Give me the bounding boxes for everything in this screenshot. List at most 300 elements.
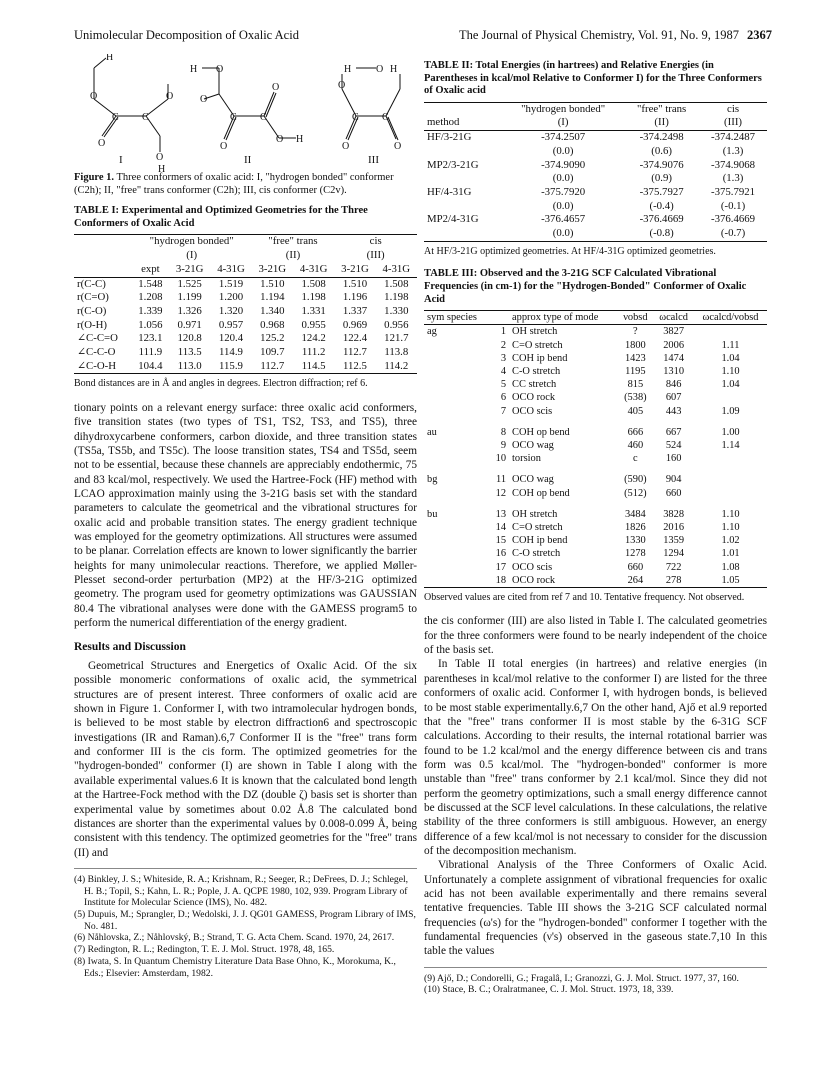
relative-energy-cell: (1.3) [722,144,744,157]
table-cell: 607 [665,392,682,404]
table-cell: 1423 [624,352,646,364]
symmetry-species [424,365,490,378]
table-2 [424,102,767,242]
table-cell: (512) [624,487,647,499]
table-cell: 278 [653,574,694,588]
table-cell: 1474 [663,352,685,364]
svg-text:H: H [158,164,166,174]
table-cell: torsion [512,453,541,465]
table-cell: 3 [500,352,507,364]
t3-header [490,311,509,325]
relative-energy-cell: (0.9) [651,172,672,185]
method-label: MP2/3-21G [427,158,479,171]
reference: (6) Nåhlovska, Z.; Nåhlovský, B.; Strand, T. G. Acta Chem. Scand. 1970, 24, 2617. [74,932,395,944]
left-body-text [74,401,417,860]
table-row [424,352,767,365]
t2-header: "hydrogen bonded" [502,102,624,116]
paragraph: In Table II total energies (in hartrees) and relative energies (in parentheses in kcal/mol relative to the conformer I) are listed for the three conformers of oxalic acid. Conformer I, with hydrogen bonds, is believed to be most stable experimentally.6,7 On the other hand, Ajő et al.9 reported that the "free" trans conformer II is most stable by the 6-31G SCF calculations. According to their results, the internal rotational barrier was found to be 1.2 kcal/mol and the energy difference between cis and trans form was 0.5 kcal/mol. The "hydrogen-bonded" conformer is more unstable than "free" trans conformer by 2.1 kcal/mol. Since they did not perform the geometry optimizations, such a small energy difference cannot be discussed at the SCF level calculations. In these calculations, the relative stability of the three conformers is still ambiguous. However, an energy difference of a few kcal/mol is not necessary to consider for the discussion of the decomposition mechanism. [424,658,767,857]
table-1 [74,234,417,374]
table-cell: 114.5 [293,360,334,374]
energy-cell: -375.7927 [639,186,684,198]
table-cell: 0.957 [218,318,244,331]
symmetry-species [424,547,490,560]
symmetry-species: au [427,426,437,438]
table-cell: COH op bend [512,487,570,499]
table-cell: 115.9 [210,360,251,374]
table-cell: 112.7 [343,346,367,359]
svg-text:H: H [344,64,352,75]
table-cell: 1.508 [301,277,326,290]
table-row [424,500,767,521]
table-cell: 109.7 [260,346,285,359]
t3-header: ωcalcd [653,311,694,325]
table-row [74,332,417,346]
table-cell: COH op bend [512,426,570,438]
table-cell: 3827 [663,326,685,338]
symmetry-species [424,574,490,588]
left-column [74,54,417,979]
table-cell: 1.331 [301,304,326,317]
symmetry-species [424,439,490,452]
energy-cell: -375.7921 [710,186,756,198]
symmetry-species: bu [427,508,438,520]
table-cell: 1.510 [342,277,368,290]
table-cell: 667 [665,426,682,438]
table-cell: 160 [665,453,682,465]
table-cell: 1.10 [721,521,740,533]
parameter-label: ∠C-C=O [77,332,118,345]
table-row [424,186,767,200]
table-cell: 113.5 [177,346,202,359]
table-cell: 1.337 [342,304,368,317]
table-2-footnote: At HF/3-21G optimized geometries. At HF/4-31G optimized geometries. [424,245,716,257]
table-3-caption: TABLE III: Observed and the 3-21G SCF Calculated Vibrational Frequencies (in cm-1) for the "Hydrogen-Bonded" Conformer of Oxalic Acid [424,268,747,305]
t2-sub: (II) [624,116,699,130]
running-header-title: Unimolecular Decomposition of Oxalic Acid [74,28,299,42]
svg-text:O: O [342,141,350,152]
svg-text:O: O [220,141,228,152]
table-cell: C=O stretch [512,339,563,351]
t3-header: approx type of mode [509,311,618,325]
table-row [74,346,417,360]
energy-cell: -374.2487 [710,131,756,144]
table-row [424,534,767,547]
table-cell: COH ip bend [512,352,568,364]
table-cell: 3828 [663,508,685,520]
energy-cell: -374.9090 [541,158,586,171]
t2-sub: (III) [699,116,767,130]
t2-sub: (I) [502,116,624,130]
table-row [424,213,767,227]
energy-cell: -376.4669 [710,213,756,226]
energy-cell: -374.9068 [710,158,756,171]
table-cell: 1.548 [138,277,163,290]
table-row [424,521,767,534]
table-1-footnote: Bond distances are in Å and angles in degrees. Electron diffraction; ref 6. [74,378,368,390]
table-row [74,291,417,305]
t3-header: sym species [424,311,490,325]
blank-cell [424,145,502,159]
svg-text:H: H [106,54,114,63]
table-row [424,378,767,391]
table-row [424,391,767,404]
table-row [424,439,767,452]
symmetry-species: bg [427,474,438,486]
table-cell: 1.08 [721,561,740,573]
table-cell: 660 [627,561,644,573]
references-right [424,967,767,996]
table-cell: 112.7 [252,360,293,374]
table-2-caption: TABLE II: Total Energies (in hartrees) and Relative Energies (in Parentheses in kcal/mol Relative to Conformer I) for the Three Conformers of Oxalic acid [424,60,762,97]
table-cell: 3484 [624,508,646,520]
table-cell: 1.519 [218,277,244,290]
svg-text:O: O [272,82,280,93]
section-heading: Results and Discussion [74,641,186,654]
energy-cell: -374.2507 [541,131,586,144]
svg-text:O: O [216,64,224,75]
table-row [424,172,767,186]
relative-energy-cell: (0.0) [502,227,624,241]
table-cell: OH stretch [512,508,558,520]
table-cell: 15 [495,535,507,547]
table-cell: OCO rock [512,392,556,404]
energy-cell: -374.2498 [639,131,684,144]
table-cell: 13 [495,508,507,520]
table-cell: 1.320 [218,304,244,317]
table-cell: 1.200 [218,291,244,304]
relative-energy-cell: (0.6) [651,144,672,157]
table-cell: 111.9 [138,346,163,359]
reference: (5) Dupuis, M.; Sprangler, D.; Wedolski, J. J. QG01 GAMESS, Program Library of IMS, No. 481. [74,908,416,932]
table-cell: COH ip bend [512,535,568,547]
table-2-body [424,131,767,242]
table-cell: 1.196 [342,291,368,304]
table-row [424,452,767,465]
reference: (9) Ajő, D.; Condorelli, G.; Fragalâ, I.; Granozzi, G. J. Mol. Struct. 1977, 37, 160. [424,972,739,984]
svg-text:O: O [166,91,174,102]
table-cell: 1.09 [721,405,740,417]
table-row [424,547,767,560]
table-cell: 0.969 [342,318,368,331]
t2-header: method [424,116,502,130]
svg-text:H: H [390,64,398,75]
table-row [424,418,767,439]
table-cell: 1.02 [721,535,740,547]
svg-text:O: O [394,141,402,152]
svg-text:C: C [230,112,237,123]
svg-text:O: O [90,91,98,102]
method-label: HF/4-31G [427,186,472,198]
paragraph: Geometrical Structures and Energetics of Oxalic Acid. Of the six possible monomeric conformations of oxalic acid, the symmetrical structures are of present interest. Three conformers of oxalic acid are shown in Figure 1. Conformer I, with two intramolecular hydrogen bonds, is believed to be most stable by electron diffraction6 and spectroscopic investigations (IR and Raman).6,7 Conformer II is the "free" trans form and conformer III is the cis form. The optimized geometries for the "hydrogen-bonded" conformer (I) are shown in Table I along with the available experimental values.6 It is known that the calculated bond length at the Hartree-Fock method with the DZ (double ζ) basis set is shorter than experimental value by sometimes about 0.02 Å.8 The calculated bond distances are shorter than the experimental values by 0.008-0.099 Å, being consistent with this tendency. The optimized geometries for the "free" trans (II) and [74,660,417,859]
table-cell: 104.4 [132,360,169,374]
svg-text:O: O [338,80,346,91]
table-cell: 1.510 [260,277,285,290]
table-cell: 1826 [624,521,646,533]
table-cell: 123.1 [138,332,163,345]
figure-caption-lead: Figure 1. [74,172,115,183]
parameter-label: r(O-H) [77,318,107,331]
relative-energy-cell: (-0.1) [720,199,746,212]
table-cell: 9 [500,439,507,451]
table-cell: 1.339 [138,304,163,317]
table-2-corner [424,102,502,116]
table-row [424,159,767,173]
running-header-journal [459,28,772,43]
symmetry-species [424,534,490,547]
table-cell: 1.01 [721,548,740,560]
parameter-label: r(C-C) [77,277,106,290]
symmetry-species [424,391,490,404]
reference: (8) Iwata, S. In Quantum Chemistry Literature Data Base Ohno, K., Morokuma, K., Eds.; Elsevier: Amsterdam, 1982. [74,955,396,979]
t1-group-sub: (II) [285,249,301,262]
svg-text:C: C [112,112,119,123]
table-cell: 1.194 [260,291,285,304]
table-cell: 0.971 [177,318,202,331]
table-cell: C=O stretch [512,521,563,533]
symmetry-species [424,378,490,391]
table-cell: 460 [627,439,644,451]
table-cell: 125.2 [260,332,285,345]
table-cell: 1310 [663,365,685,377]
table-cell: 12 [495,487,507,499]
table-cell: 113.0 [169,360,210,374]
table-row [424,574,767,588]
table-cell: 120.4 [218,332,244,345]
table-cell: 1.11 [721,339,740,351]
symmetry-species [424,405,490,418]
table-cell: 666 [627,426,644,438]
table-cell: OCO scis [512,561,553,573]
right-body-text [424,614,767,958]
table-cell: 4 [500,365,507,377]
table-cell: 722 [665,561,682,573]
table-cell: 1.340 [260,304,285,317]
symmetry-species [424,339,490,352]
right-column [424,54,767,996]
table-cell: c [633,453,638,465]
table-1-caption: TABLE I: Experimental and Optimized Geometries for the Three Conformers of Oxalic Acid [74,205,368,229]
table-cell: 1.198 [384,291,409,304]
blank-cell [424,200,502,214]
t1-col-header: 3-21G [252,263,293,277]
label-conformer-III: III [368,154,379,166]
table-1-body [74,277,417,374]
table-cell: 1.10 [721,365,740,377]
table-cell: 1800 [624,339,646,351]
svg-text:C: C [352,112,359,123]
energy-cell: -374.9076 [639,158,684,171]
table-cell: 1294 [663,548,685,560]
table-row [424,200,767,214]
parameter-label: r(C=O) [77,291,109,304]
paragraph: Vibrational Analysis of the Three Conformers of Oxalic Acid. Unfortunately a complete assignment of vibrational frequencies for oxalic acid has not been available experimentally and there remains several tentative frequencies. Table III shows the 3-21G SCF calculated normal frequencies (ω's) for the "hydrogen-bonded" conformer I together with the fundamental frequencies (ν's) observed in the gaseous state.7,10 In this table the values [424,859,767,958]
table-row [424,405,767,418]
table-3 [424,310,767,588]
table-cell: 1359 [663,535,685,547]
table-cell: 443 [665,405,682,417]
parameter-label: r(C-O) [77,304,107,317]
table-cell: 264 [618,574,654,588]
table-cell: 1.525 [177,277,202,290]
table-cell: 5 [500,379,507,391]
energy-cell: -376.4657 [541,213,586,226]
table-cell: 6 [500,392,507,404]
relative-energy-cell: (1.3) [722,172,744,185]
table-cell: ? [633,326,638,338]
table-row [424,325,767,339]
table-cell: OCO wag [512,439,554,451]
table-cell: 124.2 [301,332,326,345]
table-cell: 1.04 [721,379,740,391]
table-cell: 0.968 [260,318,285,331]
svg-text:O: O [376,64,384,75]
t1-group-sub: (III) [366,249,385,262]
table-cell: 7 [500,405,507,417]
table-cell: 18 [490,574,509,588]
svg-text:O: O [276,134,284,145]
symmetry-species [424,487,490,500]
table-cell: OCO wag [512,474,554,486]
symmetry-species [424,452,490,465]
t1-group-header: "hydrogen bonded" [132,235,252,249]
references-left [74,868,417,979]
blank-cell [424,227,502,241]
table-cell: 0.955 [301,318,326,331]
table-cell: 1278 [624,548,646,560]
parameter-label: ∠C-O-H [74,360,132,374]
table-cell [694,487,767,500]
symmetry-species: ag [427,326,437,338]
table-cell: 10 [495,453,507,465]
t3-header: ωcalcd/νobsd [694,311,767,325]
table-row [74,305,417,319]
svg-text:C: C [142,112,149,123]
table-cell: 1.326 [177,304,202,317]
table-cell [694,391,767,404]
table-cell: 111.2 [301,346,326,359]
table-cell: 1.056 [138,318,163,331]
table-cell: (590) [624,474,647,486]
t2-header: cis [699,102,767,116]
table-cell: 1.10 [721,508,740,520]
table-row [424,145,767,159]
label-conformer-II: II [244,154,252,166]
table-cell: 1.198 [301,291,326,304]
svg-text:H: H [190,64,198,75]
table-cell: 815 [627,379,644,391]
table-cell: 114.9 [219,346,243,359]
paragraph: the cis conformer (III) are also listed in Table I. The calculated geometries for the three conformers were found to be nearly independent of the choice of the basis set. [424,615,767,657]
reference: (10) Stace, B. C.; Oralratmanee, C. J. Mol. Struct. 1973, 18, 339. [424,984,674,996]
table-1-corner [74,235,132,249]
table-cell: 1330 [624,535,646,547]
t1-col-header: 3-21G [169,263,210,277]
t1-col-header: 3-21G [334,263,375,277]
table-cell: 405 [627,405,644,417]
table-cell: 1.208 [138,291,163,304]
table-cell: 1.00 [721,426,740,438]
figure-1 [74,54,417,214]
table-cell: CC stretch [512,379,557,391]
svg-text:H: H [296,134,304,145]
table-3-footnote: Observed values are cited from ref 7 and 10. Tentative frequency. Not observed. [424,591,745,603]
t1-col-header: expt [132,263,169,277]
relative-energy-cell: (0.0) [552,144,574,157]
table-row [424,339,767,352]
table-cell: 8 [500,426,507,438]
relative-energy-cell: (0.0) [552,199,574,212]
svg-text:O: O [156,152,164,163]
energy-cell: -376.4669 [639,213,684,226]
table-cell: 113.8 [384,346,409,359]
table-row [74,277,417,291]
relative-energy-cell: (-0.8) [624,227,699,241]
t1-group-sub: (I) [186,249,198,262]
svg-text:C: C [260,112,267,123]
table-cell: 121.7 [384,332,409,345]
table-cell [694,325,767,339]
t2-header: "free" trans [624,102,699,116]
t1-group-header: "free" trans [252,235,335,249]
table-cell: 524 [665,439,682,451]
table-cell: OH stretch [512,326,558,338]
table-cell: C-O stretch [512,365,561,377]
journal-citation: The Journal of Physical Chemistry, Vol. 91, No. 9, 1987 [459,28,739,42]
table-row [74,360,417,374]
table-cell: 846 [665,379,682,391]
relative-energy-cell: (-0.4) [649,199,674,212]
table-cell: 1 [500,326,507,338]
table-row [424,227,767,241]
table-cell: 114.2 [376,360,417,374]
table-3-body [424,325,767,588]
table-cell: C-O stretch [512,548,561,560]
table-row [424,487,767,500]
table-cell: 16 [495,548,507,560]
table-cell: 1195 [625,365,646,377]
svg-text:O: O [98,138,106,149]
t1-group-header: cis [334,235,417,249]
blank-cell [424,172,502,186]
table-cell: OCO rock [509,574,618,588]
table-cell: 2016 [663,521,685,533]
table-cell: 1.14 [721,439,740,451]
table-cell: OCO scis [512,405,553,417]
table-cell: 120.8 [177,332,202,345]
symmetry-species [424,521,490,534]
table-cell: 14 [495,521,507,533]
table-cell: 112.5 [334,360,375,374]
table-1-corner [74,263,132,277]
table-row [424,465,767,486]
table-cell: 0.956 [384,318,409,331]
table-cell: 1.199 [177,291,202,304]
table-cell: 660 [665,487,682,499]
table-cell: 2 [500,339,507,351]
method-label: MP2/4-31G [427,213,479,226]
table-cell: 1.508 [384,277,409,290]
table-cell: 1.330 [384,304,409,317]
table-cell: 1.04 [721,352,740,364]
table-cell: 17 [495,561,507,573]
t1-col-header: 4-31G [376,263,417,277]
symmetry-species [424,352,490,365]
table-cell: 2006 [663,339,685,351]
table-row [74,319,417,333]
reference: (4) Binkley, J. S.; Whiteside, R. A.; Krishnam, R.; Seeger, R.; DeFrees, D. J.; Schlegel, H. B.; Topil, S.; Kahn, L. R.; Pople, J. A. QCPE 1980, 102, 939. Program Library of Institute for Molecular Science (IMS), No. 482. [74,873,409,909]
parameter-label: ∠C-C-O [77,346,116,359]
table-cell [694,465,767,486]
